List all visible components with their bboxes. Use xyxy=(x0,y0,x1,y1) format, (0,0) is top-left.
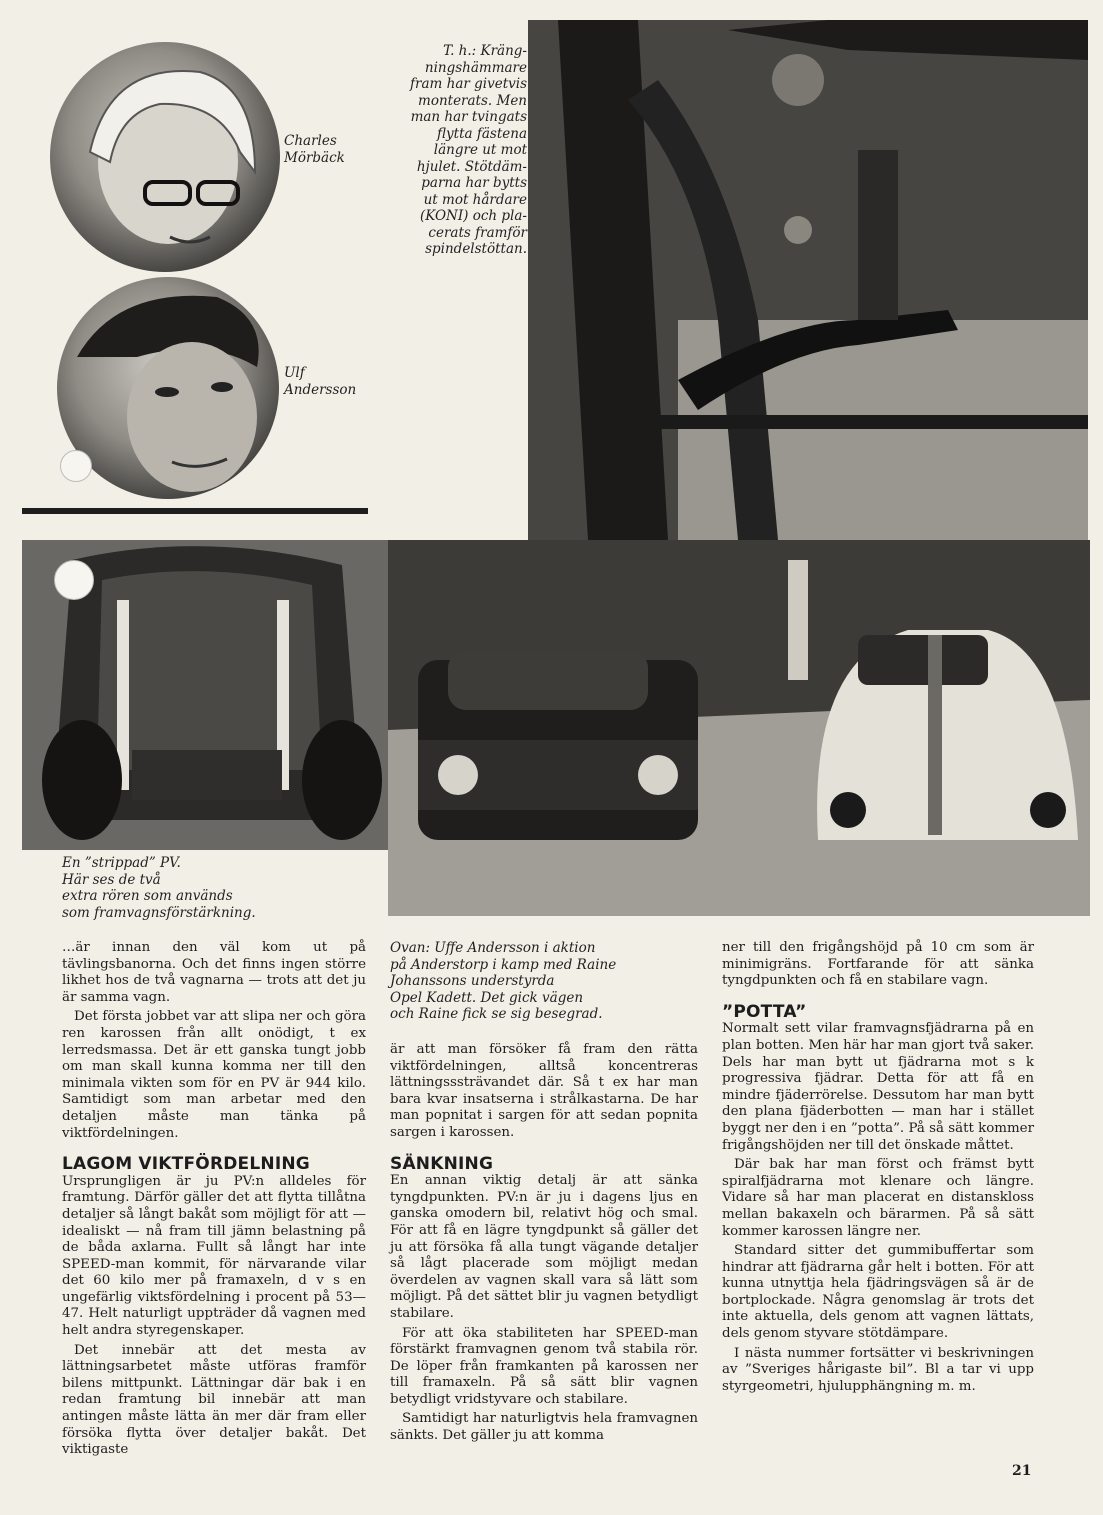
caption-portrait-1 xyxy=(284,133,345,166)
caption-line: cerats framför xyxy=(428,224,527,241)
caption-line: flytta fästena xyxy=(437,125,527,142)
caption-stripped-pv xyxy=(62,855,256,921)
article-column-1 xyxy=(62,940,366,1462)
caption-line: man har tvingats xyxy=(410,109,527,125)
caption-line: En ”strippad” PV. xyxy=(62,855,181,871)
suspension-illustration xyxy=(528,20,1088,540)
paragraph: Där bak har man först och främst bytt spiralfjädrarna mot klenare och längre. Vidare så har man placerat en distanskloss mellan bakaxeln och bärarmen. På så sätt kommer karossen längre ner. xyxy=(722,1157,1034,1239)
caption-line: T. h.: Kräng- xyxy=(443,43,527,59)
caption-line: Opel Kadett. Det gick vägen xyxy=(390,989,584,1006)
section-heading-potta: ”POTTA” xyxy=(722,1001,807,1022)
photo-front-suspension xyxy=(528,20,1088,540)
caption-line: Charles xyxy=(284,133,337,149)
paragraph: …är innan den väl kom ut på tävlingsbanorna. Och det finns ingen större likhet hos de två vagnarna — trots att det ju är samma vagn. xyxy=(62,940,366,1005)
photo-race-action xyxy=(388,540,1090,916)
paragraph: För att öka stabiliteten har SPEED-man förstärkt framvagnen genom två stabila rör. De löper från framkanten på karossen ner till framaxeln. På så sätt blir vagnen betydligt vridstyvare och stabilare. xyxy=(390,1325,698,1407)
caption-line: Ulf xyxy=(284,365,305,381)
caption-line: på Anderstorp i kamp med Raine xyxy=(390,956,617,973)
caption-line: spindelstöttan. xyxy=(425,241,527,257)
paragraph: ner till den frigångshöjd på 10 cm som är minimigräns. Fortfarande för att sänka tyngdpunkten och få en stabilare vagn. xyxy=(722,940,1034,989)
section-heading-viktfordelning: LAGOM VIKTFÖRDELNING xyxy=(62,1154,310,1175)
caption-line: (KONI) och pla- xyxy=(419,208,527,224)
section-divider xyxy=(22,508,368,514)
binder-hole xyxy=(54,560,94,600)
paragraph: Det första jobbet var att slipa ner och göra ren karossen från allt onödigt, t ex lerredsmassa. Det är ett ganska tungt jobb om man skall kunna komma ner till den minimala vikten som för en PV är 944 kilo. Samtidigt som man arbetar med den detaljen måste man tänka på viktfördelningen. xyxy=(62,1009,366,1141)
binder-hole xyxy=(60,450,92,482)
caption-line: parna har bytts xyxy=(421,175,527,191)
paragraph: Standard sitter det gummibuffertar som hindrar att fjädrarna går helt i botten. För att kunna utnyttja hela fjädringsvägen så är de bortplockade. Några genomslag är trots det inte aktuella, dels genom att vagnen lättats, dels genom styvare stötdämpare. xyxy=(722,1243,1034,1342)
article-column-2 xyxy=(390,1042,698,1448)
paragraph: Ursprungligen är ju PV:n alldeles för framtung. Därför gäller det att flytta tillåtna detaljer så långt bakåt som möjligt för att — idealiskt — nå fram till jämn belastning på de båda axlarna. Fullt så långt har inte SPEED-man kommit, för närvarande vilar det 60 kilo mer på framaxeln, d v s en ungefärlig viktsfördelning i procent på 53—47. Helt naturligt uppträder då vagnen med helt andra styregenskaper. xyxy=(62,1173,366,1339)
paragraph: I nästa nummer fortsätter vi beskrivningen av ”Sveriges hårigaste bil”. Bl a tar vi upp styrgeometri, hjulupphängning m. m. xyxy=(722,1345,1034,1394)
caption-line: fram har givetvis xyxy=(410,76,527,92)
caption-race-action xyxy=(390,940,616,1023)
caption-line: Andersson xyxy=(284,381,357,398)
caption-line: längre ut mot xyxy=(433,142,527,158)
caption-top-right xyxy=(387,43,527,258)
caption-line: ut mot hårdare xyxy=(423,191,527,208)
paragraph: Det innebär att det mesta av lättningsarbetet måste utföras framför bilens mittpunkt. Lättningar där bak i en redan framtung bil innebär att man antingen måste lätta än mer där fram eller försöka flytta över detaljer bakåt. Det viktigaste xyxy=(62,1342,366,1458)
caption-line: Mörbäck xyxy=(284,149,345,166)
paragraph: Normalt sett vilar framvagnsfjädrarna på en plan botten. Men här har man gjort två saker. Dels har man bytt ut fjädrarna mot s k progressiva fjädrar. Detta för att få en mindre fjäderrörelse. Dessutom har man bytt den plana fjäderbotten — man har i stället byggt ner den i en ”potta”. På så sätt kommer frigångshöjden ner till det önskade måttet. xyxy=(722,1021,1034,1153)
caption-line: Johanssons understyrda xyxy=(390,973,555,989)
paragraph: är att man försöker få fram den rätta viktfördelningen, alltså koncentreras lättningsssträvandet där. Så t ex har man bara kvar insatserna i strålkastarna. De har man popnitat i sargen för att sedan popnita sargen i karossen. xyxy=(390,1042,698,1140)
helmet-face-illustration xyxy=(50,42,280,272)
caption-line: ningshämmare xyxy=(424,59,527,76)
paragraph: Samtidigt har naturligtvis hela framvagnen sänkts. Det gäller ju att komma xyxy=(390,1411,698,1444)
caption-line: hjulet. Stötdäm- xyxy=(416,158,527,175)
caption-line: monterats. Men xyxy=(418,92,527,109)
race-cars-illustration xyxy=(388,540,1090,916)
section-heading-sankning: SÄNKNING xyxy=(390,1153,494,1174)
page-number: 21 xyxy=(1012,1463,1032,1479)
caption-line: Här ses de två xyxy=(62,871,161,888)
article-column-3 xyxy=(722,940,1034,1398)
caption-line: extra rören som används xyxy=(62,888,233,904)
caption-line: och Raine fick se sig besegrad. xyxy=(390,1006,603,1022)
portrait-charles-morback xyxy=(50,42,280,272)
caption-portrait-2 xyxy=(284,365,356,398)
caption-line: Ovan: Uffe Andersson i aktion xyxy=(390,940,596,956)
caption-line: som framvagnsförstärkning. xyxy=(62,904,256,921)
paragraph: En annan viktig detalj är att sänka tyngdpunkten. PV:n är ju i dagens ljus en ganska omodern bil, relativt hög och smal. För att få en lägre tyngdpunkt så gäller det ju att försöka få alla tungt vägande detaljer så lågt placerade som möjligt medan överdelen av vagnen skall vara så lätt som möjligt. På det sättet blir ju vagnen betydligt stabilare. xyxy=(390,1173,698,1321)
